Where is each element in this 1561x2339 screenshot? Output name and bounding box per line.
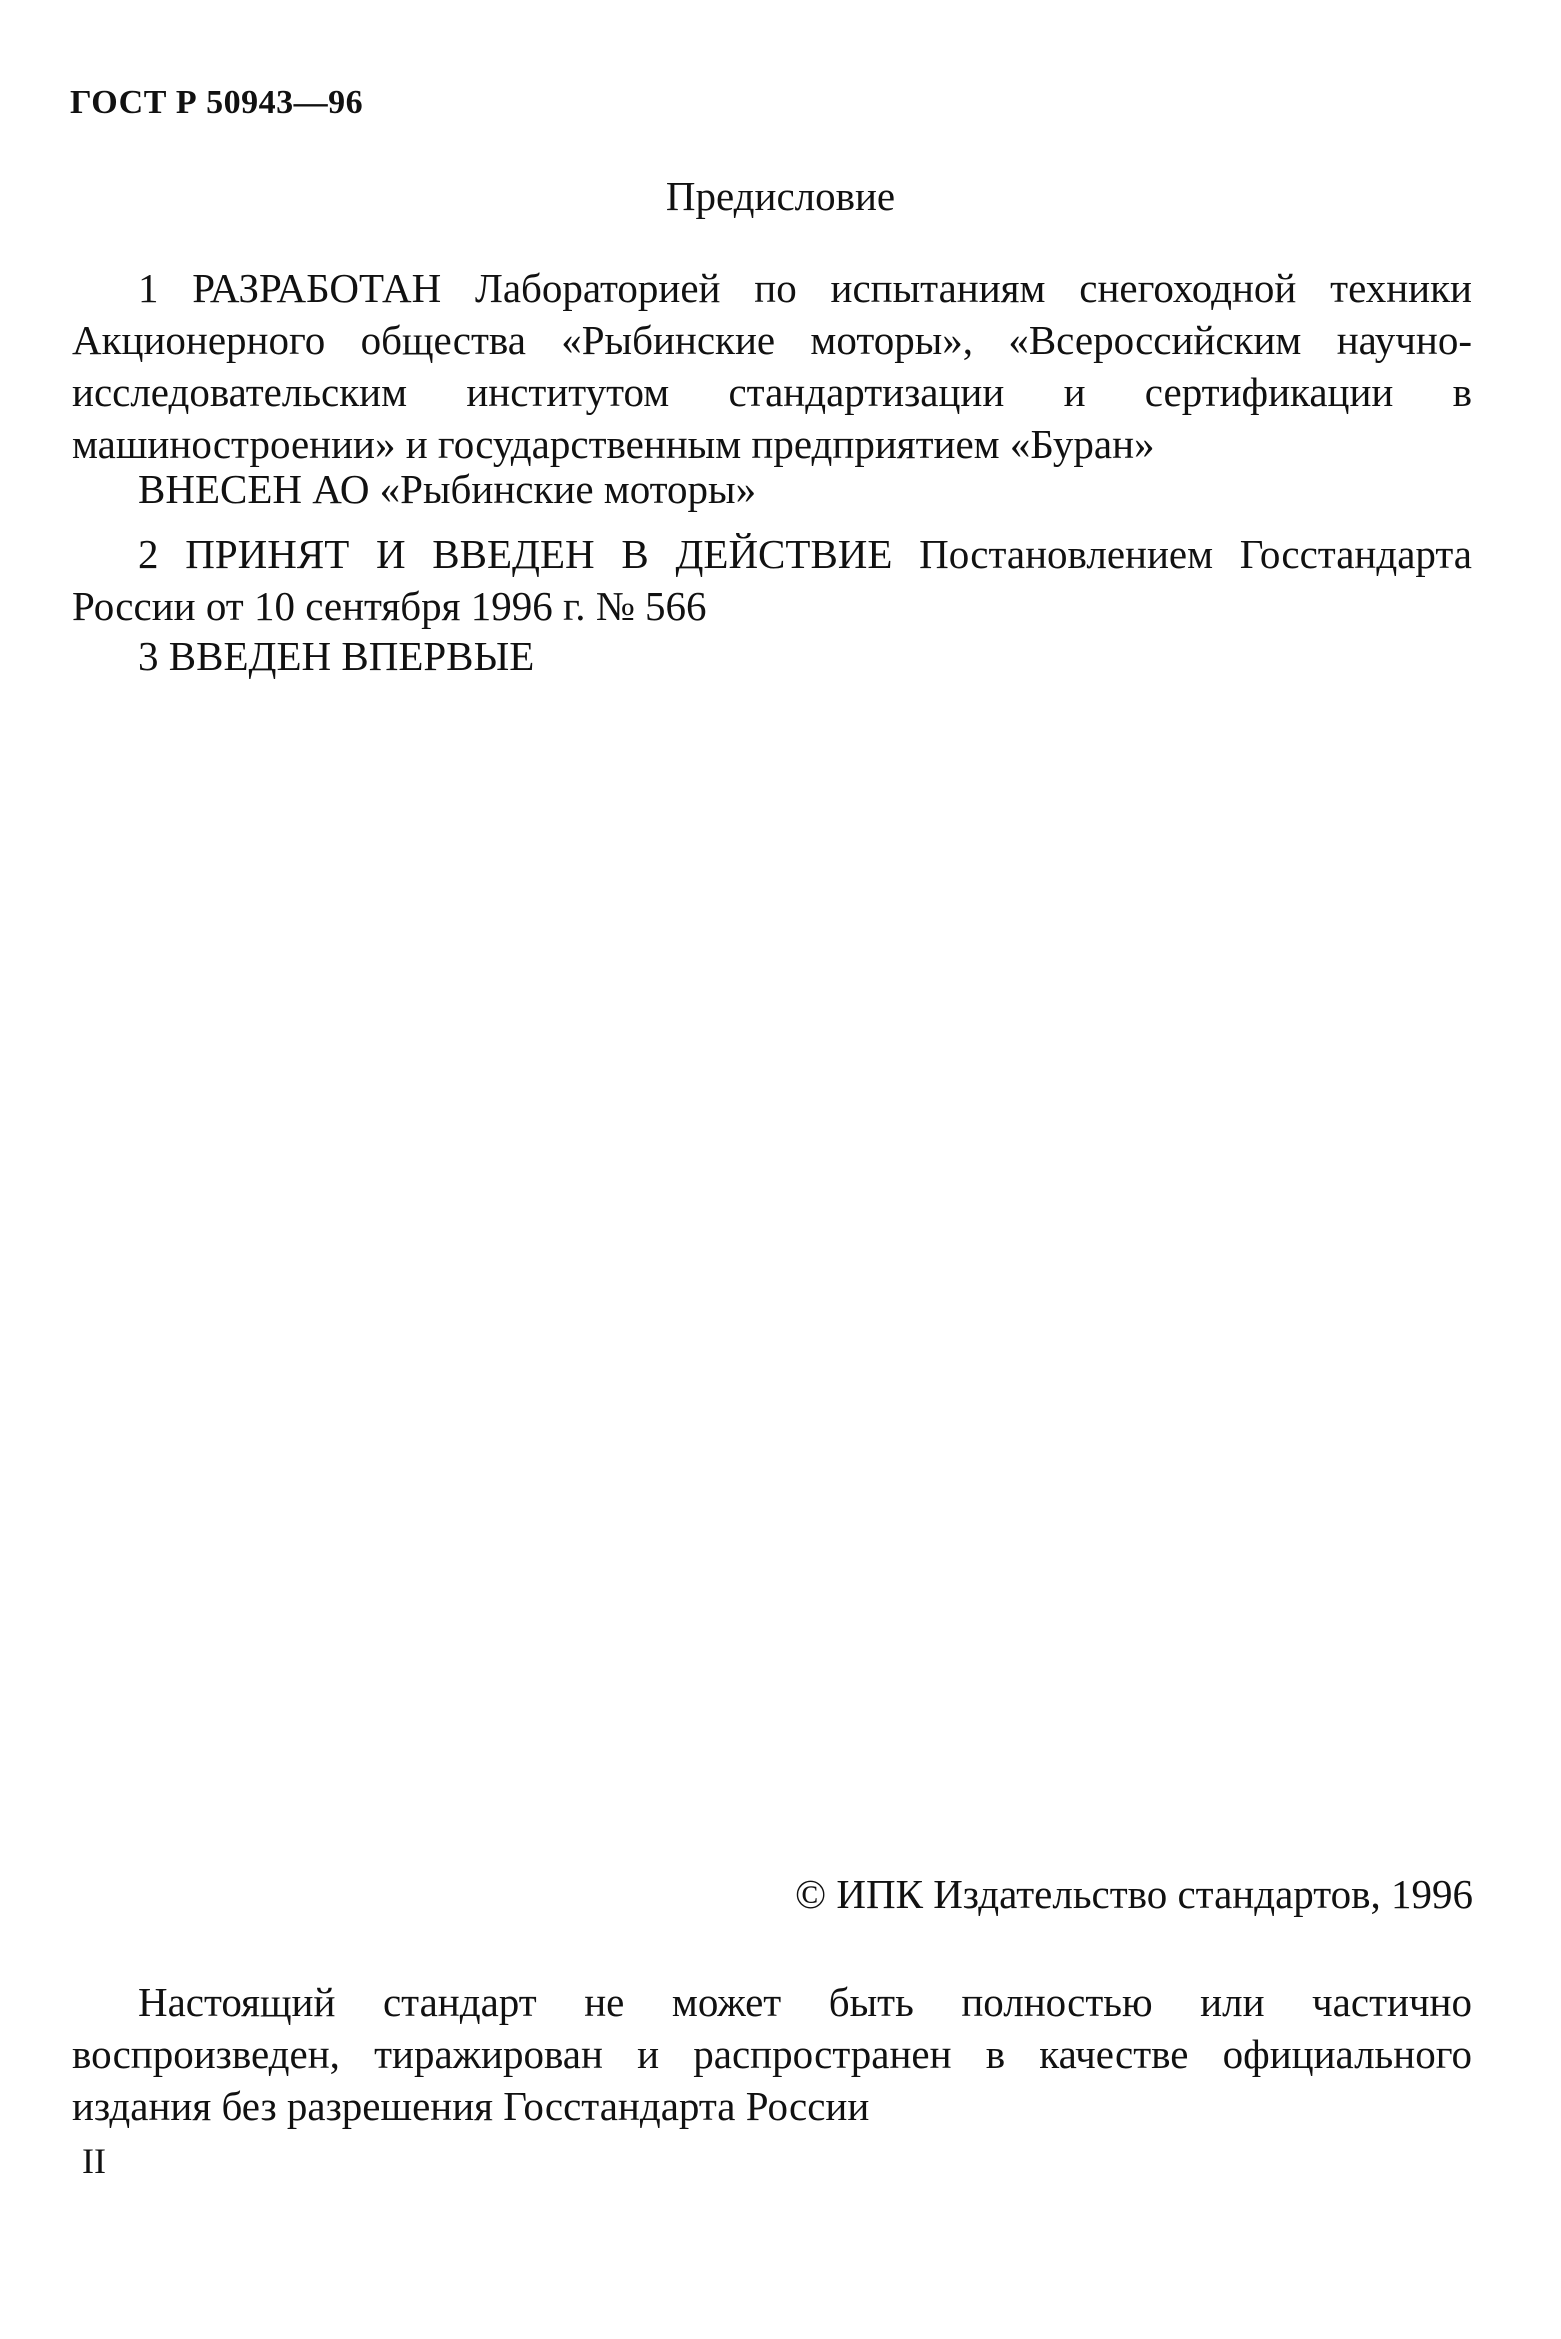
preface-item-introduced — [72, 463, 1472, 515]
reproduction-notice-text: Настоящий стандарт не может быть полностью или частично воспроизведен, тиражирован и распространен в качестве официального издания без разрешения Госстандарта России — [72, 1979, 1472, 2129]
preface-item-introduced-text: ВНЕСЕН АО «Рыбинские моторы» — [138, 466, 757, 512]
preface-item-3 — [72, 630, 1472, 682]
standard-code: ГОСТ Р 50943—96 — [70, 84, 364, 121]
preface-item-2-text: 2 ПРИНЯТ И ВВЕДЕН В ДЕЙСТВИЕ Постановлением Госстандарта России от 10 сентября 1996 г. № 566 — [72, 531, 1472, 629]
reproduction-notice — [72, 1976, 1472, 2132]
preface-item-2 — [72, 528, 1472, 632]
preface-item-1 — [72, 262, 1472, 470]
preface-title: Предисловие — [665, 173, 896, 219]
preface-item-3-text: 3 ВВЕДЕН ВПЕРВЫЕ — [138, 633, 535, 679]
copyright-line: © ИПК Издательство стандартов, 1996 — [794, 1871, 1473, 1917]
preface-item-1-text: 1 РАЗРАБОТАН Лабораторией по испытаниям снегоходной техники Акционерного общества «Рыбинские моторы», «Всероссийским научно-исследовательским институтом стандартизации и сертификации в машиностроении» и государственным предприятием «Буран» — [72, 265, 1472, 467]
page-number: II — [82, 2141, 106, 2181]
